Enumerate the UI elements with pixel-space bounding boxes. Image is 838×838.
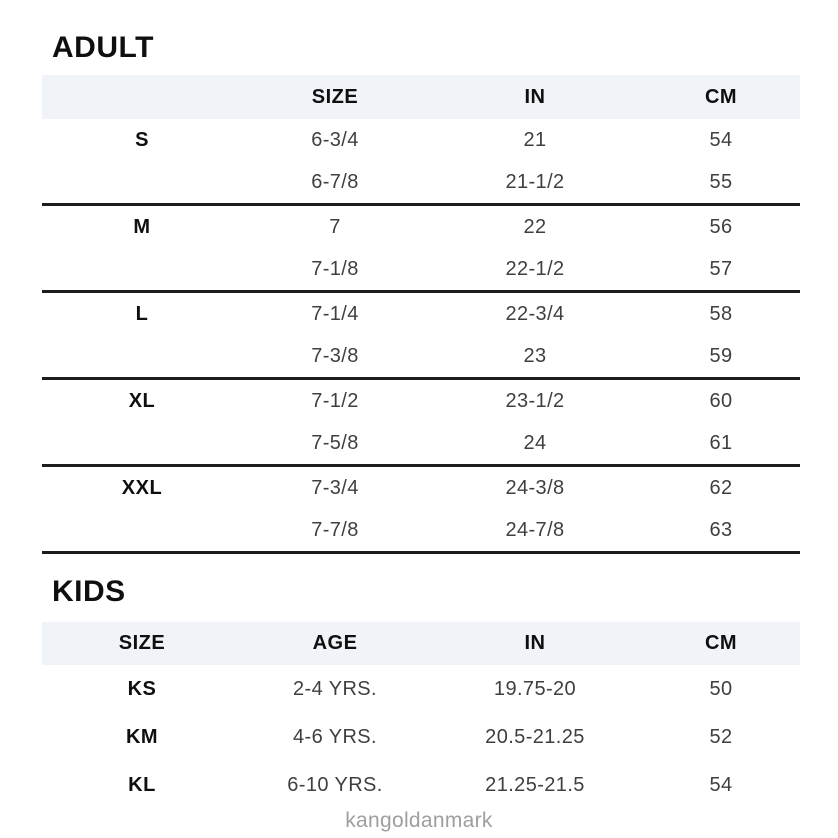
- kids-header-cm: CM: [704, 632, 738, 654]
- adult-size-label-empty: [42, 248, 242, 290]
- kids-size-label: KS: [127, 677, 157, 700]
- kids-inches-cell: 20.5-21.25: [485, 725, 585, 748]
- adult-cm-cell: 63: [709, 518, 733, 541]
- adult-inches-cell: 22-3/4: [505, 302, 565, 325]
- adult-size-label: S: [135, 128, 149, 151]
- kids-cm-cell: 52: [709, 725, 733, 748]
- adult-hat-size-cell: 7-1/8: [311, 257, 359, 280]
- adult-cm-cell: 56: [709, 215, 733, 238]
- kids-inches-cell: 19.75-20: [493, 677, 577, 700]
- adult-table-header-row: [42, 75, 800, 119]
- adult-hat-size-cell: 7-7/8: [311, 518, 359, 541]
- kids-header-in: IN: [524, 632, 546, 654]
- adult-size-label-empty: [42, 161, 242, 203]
- adult-size-group-m: [42, 206, 800, 293]
- adult-cm-cell: 58: [709, 302, 733, 325]
- adult-inches-cell: 24: [523, 431, 547, 454]
- adult-cm-cell: 60: [709, 389, 733, 412]
- adult-size-label: L: [135, 302, 149, 325]
- kids-header-size: SIZE: [118, 632, 166, 654]
- kids-section-title: KIDS: [52, 575, 126, 608]
- kids-age-cell: 6-10 YRS.: [287, 773, 383, 796]
- kids-cm-cell: 54: [709, 773, 733, 796]
- adult-size-group-s: [42, 119, 800, 206]
- table-row: [42, 380, 800, 422]
- adult-inches-cell: 24-3/8: [505, 476, 565, 499]
- adult-size-label: M: [133, 215, 151, 238]
- adult-inches-cell: 24-7/8: [505, 518, 565, 541]
- table-row: [42, 248, 800, 290]
- table-row: [42, 335, 800, 377]
- adult-inches-cell: 23-1/2: [505, 389, 565, 412]
- table-row: [42, 293, 800, 335]
- watermark-text: kangoldanmark: [345, 809, 493, 832]
- adult-cm-cell: 59: [709, 344, 733, 367]
- adult-hat-size-cell: 7-1/2: [311, 389, 359, 412]
- table-row: [42, 206, 800, 248]
- table-row: [42, 665, 800, 713]
- adult-hat-size-cell: 7-3/4: [311, 476, 359, 499]
- table-row: [42, 119, 800, 161]
- adult-cm-cell: 61: [709, 431, 733, 454]
- kids-age-cell: 2-4 YRS.: [293, 677, 377, 700]
- adult-size-label-empty: [42, 422, 242, 464]
- adult-size-label-empty: [42, 509, 242, 551]
- kids-header-age: AGE: [312, 632, 358, 654]
- adult-header-in: IN: [524, 85, 546, 108]
- adult-hat-size-cell: 7-1/4: [311, 302, 359, 325]
- adult-cm-cell: 55: [709, 170, 733, 193]
- adult-inches-cell: 21-1/2: [505, 170, 565, 193]
- adult-size-group-xxl: [42, 467, 800, 554]
- adult-cm-cell: 57: [709, 257, 733, 280]
- adult-hat-size-cell: 7: [329, 215, 341, 238]
- table-row: [42, 161, 800, 203]
- kids-table-header-row: [42, 622, 800, 665]
- table-row: [42, 713, 800, 761]
- adult-section-title: ADULT: [52, 31, 154, 64]
- adult-header-empty-cell: [42, 75, 242, 119]
- adult-header-cm: CM: [704, 85, 738, 108]
- kids-size-label: KM: [125, 725, 159, 748]
- adult-size-group-l: [42, 293, 800, 380]
- adult-size-label-empty: [42, 335, 242, 377]
- adult-hat-size-cell: 6-3/4: [311, 128, 359, 151]
- adult-size-label: XL: [128, 389, 156, 412]
- table-row: [42, 509, 800, 551]
- adult-inches-cell: 23: [523, 344, 547, 367]
- adult-header-size: SIZE: [311, 85, 359, 108]
- adult-cm-cell: 62: [709, 476, 733, 499]
- kids-cm-cell: 50: [709, 677, 733, 700]
- adult-inches-cell: 21: [523, 128, 547, 151]
- adult-hat-size-cell: 7-5/8: [311, 431, 359, 454]
- adult-hat-size-cell: 7-3/8: [311, 344, 359, 367]
- adult-size-table: [42, 75, 800, 554]
- adult-cm-cell: 54: [709, 128, 733, 151]
- adult-inches-cell: 22-1/2: [505, 257, 565, 280]
- table-row: [42, 467, 800, 509]
- table-row: [42, 761, 800, 809]
- kids-size-table: [42, 622, 800, 809]
- adult-hat-size-cell: 6-7/8: [311, 170, 359, 193]
- kids-size-label: KL: [128, 773, 156, 796]
- table-row: [42, 422, 800, 464]
- adult-size-label: XXL: [121, 476, 163, 499]
- adult-size-group-xl: [42, 380, 800, 467]
- kids-inches-cell: 21.25-21.5: [485, 773, 585, 796]
- kids-age-cell: 4-6 YRS.: [293, 725, 377, 748]
- adult-inches-cell: 22: [523, 215, 547, 238]
